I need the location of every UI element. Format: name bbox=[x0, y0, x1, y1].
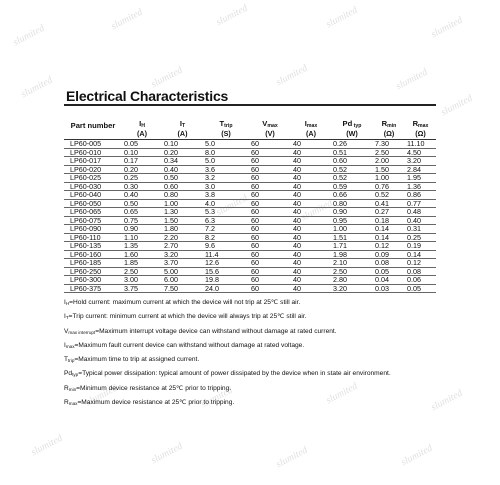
definitions-list bbox=[64, 296, 444, 410]
table-row bbox=[64, 242, 436, 251]
value-cell: 3.75 bbox=[122, 284, 162, 293]
value-cell: 40 bbox=[291, 199, 331, 208]
definition-symbol: V bbox=[64, 327, 69, 335]
value-cell: 4.0 bbox=[203, 199, 249, 208]
part-number-cell: LP60-065 bbox=[64, 208, 122, 217]
watermark-text: slumited bbox=[199, 384, 235, 411]
value-cell: 40 bbox=[291, 191, 331, 200]
part-number-cell: LP60-005 bbox=[64, 140, 122, 149]
value-cell: 60 bbox=[249, 208, 291, 217]
value-cell: 40 bbox=[291, 182, 331, 191]
value-cell: 40 bbox=[291, 157, 331, 166]
value-cell: 0.05 bbox=[122, 140, 162, 149]
value-cell: 1.00 bbox=[331, 225, 373, 234]
value-cell: 0.34 bbox=[162, 157, 203, 166]
part-number-cell: LP60-135 bbox=[64, 242, 122, 251]
value-cell: 0.59 bbox=[331, 182, 373, 191]
watermark-text: slumited bbox=[19, 74, 55, 101]
value-cell: 11.4 bbox=[203, 250, 249, 259]
value-cell: 8.2 bbox=[203, 233, 249, 242]
table-row bbox=[64, 276, 436, 285]
value-cell: 0.65 bbox=[122, 208, 162, 217]
value-cell: 3.70 bbox=[162, 259, 203, 268]
part-number-cell: LP60-017 bbox=[64, 157, 122, 166]
definition-text: =Typical power dissipation: typical amount of power dissipated by the device when in state air environment. bbox=[78, 370, 391, 378]
part-number-cell: LP60-075 bbox=[64, 216, 122, 225]
value-cell: 0.10 bbox=[122, 148, 162, 157]
definition-subscript: H bbox=[65, 301, 70, 306]
value-cell: 60 bbox=[249, 140, 291, 149]
value-cell: 40 bbox=[291, 267, 331, 276]
part-number-cell: LP60-025 bbox=[64, 174, 122, 183]
value-cell: 40 bbox=[291, 165, 331, 174]
column-unit: (A) bbox=[162, 129, 203, 140]
value-cell: 3.20 bbox=[331, 284, 373, 293]
value-cell: 60 bbox=[249, 199, 291, 208]
table-row bbox=[64, 174, 436, 183]
table-row bbox=[64, 208, 436, 217]
definition-symbol: R bbox=[64, 384, 69, 392]
column-symbol: Pd bbox=[342, 118, 353, 128]
value-cell: 1.35 bbox=[122, 242, 162, 251]
definition-text: =Maximum device resistance at 25℃ prior to tripping. bbox=[77, 399, 235, 407]
watermark-text: slumited bbox=[324, 4, 360, 31]
value-cell: 0.14 bbox=[405, 250, 436, 259]
value-cell: 12.6 bbox=[203, 259, 249, 268]
watermark-text: slumited bbox=[109, 6, 145, 33]
table-row bbox=[64, 191, 436, 200]
definition-symbol: Pd bbox=[64, 370, 73, 378]
column-symbol: I bbox=[139, 118, 142, 128]
value-cell: 2.50 bbox=[122, 267, 162, 276]
value-cell: 0.09 bbox=[373, 250, 405, 259]
definition-subscript: max bbox=[65, 343, 75, 349]
value-cell: 0.75 bbox=[122, 216, 162, 225]
value-cell: 0.05 bbox=[373, 267, 405, 276]
column-header bbox=[373, 112, 405, 129]
value-cell: 1.80 bbox=[162, 225, 203, 234]
part-number-header: Part number bbox=[64, 112, 122, 140]
value-cell: 2.70 bbox=[162, 242, 203, 251]
definition-symbol: I bbox=[64, 313, 66, 321]
value-cell: 40 bbox=[291, 276, 331, 285]
value-cell: 6.3 bbox=[203, 216, 249, 225]
value-cell: 0.80 bbox=[162, 191, 203, 200]
value-cell: 2.00 bbox=[373, 157, 405, 166]
part-number-cell: LP60-090 bbox=[64, 225, 122, 234]
part-number-cell: LP60-185 bbox=[64, 259, 122, 268]
definition-subscript: typ bbox=[72, 372, 79, 378]
value-cell: 60 bbox=[249, 174, 291, 183]
value-cell: 40 bbox=[291, 174, 331, 183]
column-symbol: I bbox=[304, 118, 307, 128]
table-body bbox=[64, 140, 436, 293]
value-cell: 1.30 bbox=[162, 208, 203, 217]
value-cell: 0.12 bbox=[373, 242, 405, 251]
value-cell: 6.00 bbox=[162, 276, 203, 285]
value-cell: 0.03 bbox=[373, 284, 405, 293]
part-number-cell: LP60-010 bbox=[64, 148, 122, 157]
value-cell: 5.0 bbox=[203, 157, 249, 166]
column-unit: (Ω) bbox=[405, 129, 436, 140]
value-cell: 1.85 bbox=[122, 259, 162, 268]
value-cell: 0.41 bbox=[373, 199, 405, 208]
value-cell: 60 bbox=[249, 284, 291, 293]
value-cell: 0.52 bbox=[373, 191, 405, 200]
value-cell: 0.60 bbox=[162, 182, 203, 191]
table-row bbox=[64, 157, 436, 166]
value-cell: 1.98 bbox=[331, 250, 373, 259]
value-cell: 3.8 bbox=[203, 191, 249, 200]
value-cell: 1.71 bbox=[331, 242, 373, 251]
value-cell: 24.0 bbox=[203, 284, 249, 293]
value-cell: 0.90 bbox=[331, 208, 373, 217]
value-cell: 0.08 bbox=[373, 259, 405, 268]
definition-item bbox=[64, 353, 444, 367]
value-cell: 11.10 bbox=[405, 140, 436, 149]
value-cell: 2.80 bbox=[331, 276, 373, 285]
header-symbol-row bbox=[64, 112, 436, 129]
watermark-text: slumited bbox=[11, 22, 47, 49]
column-header bbox=[162, 112, 203, 129]
column-subscript: min bbox=[387, 122, 397, 129]
value-cell: 0.95 bbox=[331, 216, 373, 225]
column-unit: (A) bbox=[122, 129, 162, 140]
part-number-cell: LP60-040 bbox=[64, 191, 122, 200]
value-cell: 0.30 bbox=[122, 182, 162, 191]
table-row bbox=[64, 284, 436, 293]
value-cell: 0.51 bbox=[331, 148, 373, 157]
value-cell: 4.50 bbox=[405, 148, 436, 157]
watermark-text: slumited bbox=[399, 442, 435, 469]
definition-subscript: max bbox=[68, 401, 78, 407]
definition-text: =Hold current: maximum current at which the device will not trip at 25℃ still air. bbox=[69, 299, 301, 306]
value-cell: 0.31 bbox=[405, 225, 436, 234]
definition-text: =Maximum interrupt voltage device can withstand without damage at rated current. bbox=[95, 327, 337, 335]
value-cell: 1.60 bbox=[122, 250, 162, 259]
value-cell: 1.00 bbox=[373, 174, 405, 183]
value-cell: 5.3 bbox=[203, 208, 249, 217]
value-cell: 0.14 bbox=[373, 225, 405, 234]
watermark-text: slumited bbox=[299, 197, 335, 224]
value-cell: 40 bbox=[291, 284, 331, 293]
definition-subscript: trip bbox=[68, 358, 75, 364]
table-row bbox=[64, 225, 436, 234]
value-cell: 3.0 bbox=[203, 182, 249, 191]
electrical-characteristics-table bbox=[64, 112, 436, 293]
watermark-text: slumited bbox=[274, 62, 310, 89]
value-cell: 1.36 bbox=[405, 182, 436, 191]
watermark-text: slumited bbox=[84, 382, 120, 409]
part-number-cell: LP60-030 bbox=[64, 182, 122, 191]
value-cell: 0.50 bbox=[162, 174, 203, 183]
value-cell: 0.19 bbox=[405, 242, 436, 251]
value-cell: 60 bbox=[249, 216, 291, 225]
table-row bbox=[64, 259, 436, 268]
value-cell: 0.06 bbox=[405, 276, 436, 285]
definition-symbol: I bbox=[64, 299, 66, 306]
column-unit: (Ω) bbox=[373, 129, 405, 140]
value-cell: 60 bbox=[249, 242, 291, 251]
value-cell: 1.51 bbox=[331, 233, 373, 242]
value-cell: 0.18 bbox=[373, 216, 405, 225]
value-cell: 60 bbox=[249, 225, 291, 234]
value-cell: 0.14 bbox=[373, 233, 405, 242]
value-cell: 3.20 bbox=[162, 250, 203, 259]
definition-symbol: I bbox=[64, 341, 66, 349]
definition-item bbox=[64, 325, 444, 339]
value-cell: 19.8 bbox=[203, 276, 249, 285]
column-unit: (S) bbox=[203, 129, 249, 140]
watermark-text: slumited bbox=[429, 14, 465, 41]
value-cell: 3.00 bbox=[122, 276, 162, 285]
value-cell: 0.50 bbox=[122, 199, 162, 208]
value-cell: 1.00 bbox=[162, 199, 203, 208]
column-unit: (W) bbox=[331, 129, 373, 140]
value-cell: 40 bbox=[291, 242, 331, 251]
value-cell: 0.40 bbox=[162, 165, 203, 174]
watermark-text: slumited bbox=[214, 192, 250, 219]
column-symbol: T bbox=[219, 118, 225, 128]
value-cell: 60 bbox=[249, 233, 291, 242]
table-row bbox=[64, 140, 436, 149]
value-cell: 2.10 bbox=[331, 259, 373, 268]
watermark-text: slumited bbox=[149, 64, 185, 91]
value-cell: 1.10 bbox=[122, 233, 162, 242]
value-cell: 40 bbox=[291, 259, 331, 268]
value-cell: 0.20 bbox=[122, 165, 162, 174]
definition-subscript: T bbox=[65, 315, 69, 321]
value-cell: 0.25 bbox=[405, 233, 436, 242]
watermark-text: slumited bbox=[29, 432, 65, 459]
value-cell: 40 bbox=[291, 216, 331, 225]
value-cell: 0.04 bbox=[373, 276, 405, 285]
value-cell: 1.95 bbox=[405, 174, 436, 183]
value-cell: 60 bbox=[249, 250, 291, 259]
part-number-cell: LP60-375 bbox=[64, 284, 122, 293]
value-cell: 7.30 bbox=[373, 140, 405, 149]
column-header bbox=[203, 112, 249, 129]
watermark-text: slumited bbox=[149, 440, 185, 467]
value-cell: 2.84 bbox=[405, 165, 436, 174]
column-symbol: I bbox=[179, 118, 182, 128]
definition-text: =Maximum time to trip at assigned current. bbox=[74, 356, 200, 364]
value-cell: 5.00 bbox=[162, 267, 203, 276]
column-unit: (V) bbox=[249, 129, 291, 140]
table-header bbox=[64, 112, 436, 140]
column-subscript: typ bbox=[352, 122, 362, 129]
value-cell: 2.20 bbox=[162, 233, 203, 242]
value-cell: 0.48 bbox=[405, 208, 436, 217]
value-cell: 9.6 bbox=[203, 242, 249, 251]
column-subscript: trip bbox=[224, 122, 233, 129]
definition-item bbox=[64, 296, 444, 310]
value-cell: 3.2 bbox=[203, 174, 249, 183]
page-title: Electrical Characteristics bbox=[66, 88, 229, 104]
definition-item bbox=[64, 367, 444, 381]
watermark-text: slumited bbox=[274, 444, 310, 471]
column-header bbox=[122, 112, 162, 129]
value-cell: 60 bbox=[249, 148, 291, 157]
definition-subscript: max interrupt bbox=[68, 329, 96, 335]
value-cell: 0.77 bbox=[405, 199, 436, 208]
value-cell: 5.0 bbox=[203, 140, 249, 149]
column-subscript: max bbox=[267, 122, 278, 129]
value-cell: 60 bbox=[249, 259, 291, 268]
title-divider bbox=[64, 104, 436, 106]
value-cell: 0.20 bbox=[162, 148, 203, 157]
column-symbol: R bbox=[412, 118, 419, 128]
value-cell: 0.60 bbox=[331, 157, 373, 166]
value-cell: 0.40 bbox=[122, 191, 162, 200]
definition-text: =Maximum fault current device can withstand without damage at rated voltage. bbox=[74, 341, 305, 349]
definition-item bbox=[64, 310, 444, 324]
value-cell: 0.52 bbox=[331, 165, 373, 174]
value-cell: 15.6 bbox=[203, 267, 249, 276]
value-cell: 40 bbox=[291, 208, 331, 217]
definition-symbol: T bbox=[64, 356, 69, 364]
value-cell: 60 bbox=[249, 157, 291, 166]
value-cell: 0.26 bbox=[331, 140, 373, 149]
definition-item bbox=[64, 382, 444, 396]
value-cell: 2.50 bbox=[331, 267, 373, 276]
definition-symbol: R bbox=[64, 399, 69, 407]
value-cell: 0.12 bbox=[405, 259, 436, 268]
value-cell: 0.05 bbox=[405, 284, 436, 293]
value-cell: 60 bbox=[249, 276, 291, 285]
value-cell: 7.50 bbox=[162, 284, 203, 293]
column-header bbox=[291, 112, 331, 129]
part-number-cell: LP60-020 bbox=[64, 165, 122, 174]
column-subscript: max bbox=[418, 122, 429, 129]
watermark-text: slumited bbox=[394, 66, 430, 93]
value-cell: 8.0 bbox=[203, 148, 249, 157]
value-cell: 40 bbox=[291, 250, 331, 259]
part-number-cell: LP60-300 bbox=[64, 276, 122, 285]
column-header bbox=[249, 112, 291, 129]
column-subscript: H bbox=[141, 122, 145, 129]
value-cell: 2.50 bbox=[373, 148, 405, 157]
value-cell: 60 bbox=[249, 165, 291, 174]
column-symbol: R bbox=[381, 118, 388, 128]
watermark-text: slumited bbox=[429, 387, 465, 414]
value-cell: 0.52 bbox=[331, 174, 373, 183]
part-number-cell: LP60-050 bbox=[64, 199, 122, 208]
part-number-cell: LP60-250 bbox=[64, 267, 122, 276]
value-cell: 0.27 bbox=[373, 208, 405, 217]
column-header bbox=[331, 112, 373, 129]
value-cell: 60 bbox=[249, 267, 291, 276]
definition-subscript: min bbox=[68, 386, 77, 392]
value-cell: 0.66 bbox=[331, 191, 373, 200]
definition-text: =Trip current: minimum current at which the device will always trip at 25℃ still air. bbox=[68, 313, 307, 321]
watermark-text: slumited bbox=[214, 2, 250, 29]
definition-item bbox=[64, 339, 444, 353]
column-subscript: max bbox=[306, 122, 318, 129]
value-cell: 3.20 bbox=[405, 157, 436, 166]
value-cell: 40 bbox=[291, 233, 331, 242]
part-number-cell: LP60-160 bbox=[64, 250, 122, 259]
value-cell: 0.10 bbox=[162, 140, 203, 149]
value-cell: 40 bbox=[291, 225, 331, 234]
watermark-text: slumited bbox=[439, 92, 475, 119]
value-cell: 0.76 bbox=[373, 182, 405, 191]
value-cell: 0.86 bbox=[405, 191, 436, 200]
definition-item bbox=[64, 396, 444, 410]
value-cell: 40 bbox=[291, 148, 331, 157]
part-number-cell: LP60-110 bbox=[64, 233, 122, 242]
value-cell: 7.2 bbox=[203, 225, 249, 234]
value-cell: 1.50 bbox=[373, 165, 405, 174]
definition-text: =Minimum device resistance at 25℃ prior to tripping. bbox=[76, 384, 232, 392]
value-cell: 1.50 bbox=[162, 216, 203, 225]
value-cell: 3.6 bbox=[203, 165, 249, 174]
value-cell: 0.80 bbox=[331, 199, 373, 208]
value-cell: 0.17 bbox=[122, 157, 162, 166]
column-symbol: V bbox=[262, 118, 268, 128]
column-subscript: T bbox=[181, 122, 186, 129]
value-cell: 0.25 bbox=[122, 174, 162, 183]
value-cell: 0.08 bbox=[405, 267, 436, 276]
value-cell: 0.90 bbox=[122, 225, 162, 234]
value-cell: 0.40 bbox=[405, 216, 436, 225]
value-cell: 40 bbox=[291, 140, 331, 149]
watermark-text: slumited bbox=[324, 380, 360, 407]
value-cell: 60 bbox=[249, 191, 291, 200]
column-unit: (A) bbox=[291, 129, 331, 140]
column-header bbox=[405, 112, 436, 129]
value-cell: 60 bbox=[249, 182, 291, 191]
